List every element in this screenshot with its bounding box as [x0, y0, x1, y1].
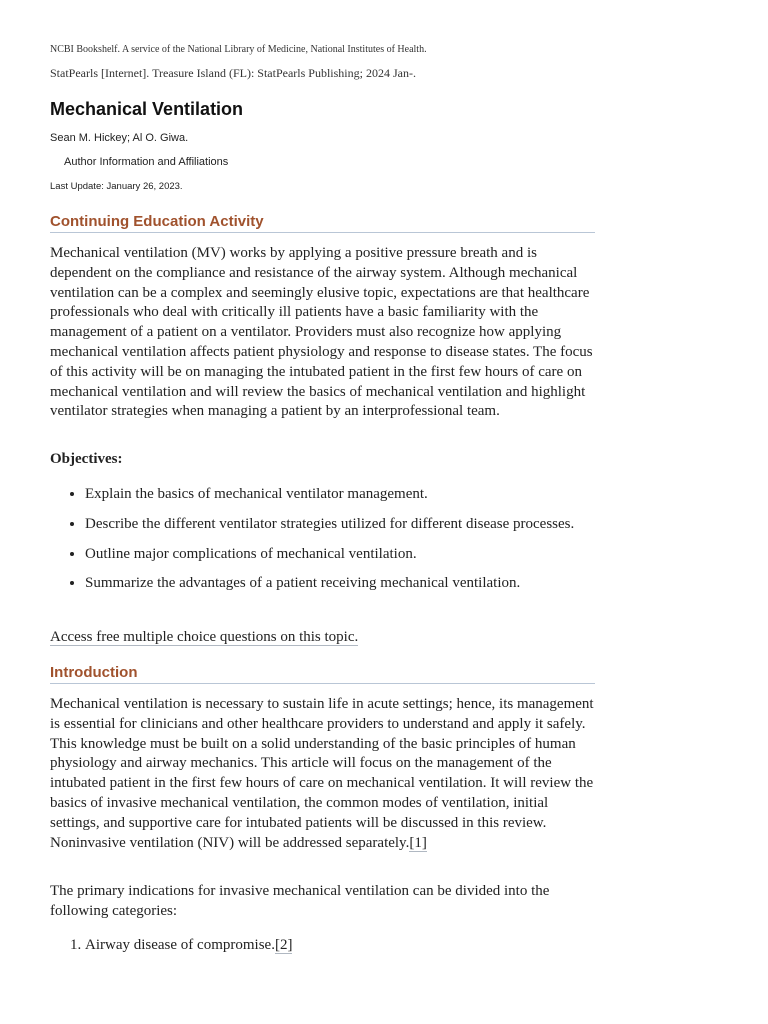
- reference-link-1[interactable]: [1]: [409, 834, 427, 851]
- list-item: [85, 936, 630, 956]
- indications-list: [50, 936, 630, 956]
- authors: Sean M. Hickey; Al O. Giwa.: [50, 132, 189, 144]
- ce-activity-heading: Continuing Education Activity: [50, 213, 595, 233]
- publisher-line: NCBI Bookshelf. A service of the National Library of Medicine, National Institutes of Health.: [50, 44, 427, 55]
- introduction-heading: Introduction: [50, 664, 595, 684]
- page-title: Mechanical Ventilation: [50, 99, 244, 119]
- objectives-list: [50, 485, 630, 604]
- introduction-paragraph-2: The primary indications for invasive mechanical ventilation can be divided into the following categories:: [50, 883, 550, 919]
- introduction-paragraph-1: [50, 695, 595, 853]
- list-item: • Outline major complications of mechanical ventilation.: [85, 545, 630, 565]
- introduction-paragraph-1-text: Mechanical ventilation is necessary to sustain life in acute settings; hence, its management is essential for clinicians and other healthcare providers to understand and apply it safely. This knowledge must be built on a solid understanding of the basic principles of human physiology and airway mechanics. This article will focus on the management of the intubated patient in the first few hours of care on mechanical ventilation. It will review the basics of invasive mechanical ventilation, the common modes of ventilation, initial settings, and supportive care for intubated patients will be discussed in this review. Noninvasive ventilation (NIV) will be addressed separately.: [50, 696, 594, 851]
- citation-line: StatPearls [Internet]. Treasure Island (FL): StatPearls Publishing; 2024 Jan-.: [50, 66, 416, 80]
- list-item: • Summarize the advantages of a patient receiving mechanical ventilation.: [85, 574, 630, 594]
- objectives-label: Objectives:: [50, 451, 123, 467]
- list-item: • Explain the basics of mechanical ventilator management.: [85, 485, 630, 505]
- ce-activity-paragraph: Mechanical ventilation (MV) works by applying a positive pressure breath and is dependent on the compliance and resistance of the airway system. Although mechanical ventilation can be a complex and seemingly elusive topic, expectations are that healthcare professionals who deal with critically ill patients have a basic familiarity with the management of a patient on a ventilator. Providers must also recognize how applying mechanical ventilation affects patient physiology and response to disease states. The focus of this activity will be on managing the intubated patient in the first few hours of care on mechanical ventilation and will review the basics of mechanical ventilation and highlight ventilator strategies when managing a patient by an interprofessional team.: [50, 245, 593, 420]
- mcq-paragraph: [50, 628, 595, 648]
- author-info-link[interactable]: Author Information and Affiliations: [64, 156, 229, 168]
- indication-text: Airway disease of compromise.: [85, 937, 275, 953]
- mcq-link[interactable]: Access free multiple choice questions on this topic.: [50, 629, 359, 645]
- last-update: Last Update: January 26, 2023.: [50, 181, 183, 192]
- reference-link-2[interactable]: [2]: [274, 937, 293, 953]
- list-item: • Describe the different ventilator strategies utilized for different disease processes.: [85, 515, 630, 535]
